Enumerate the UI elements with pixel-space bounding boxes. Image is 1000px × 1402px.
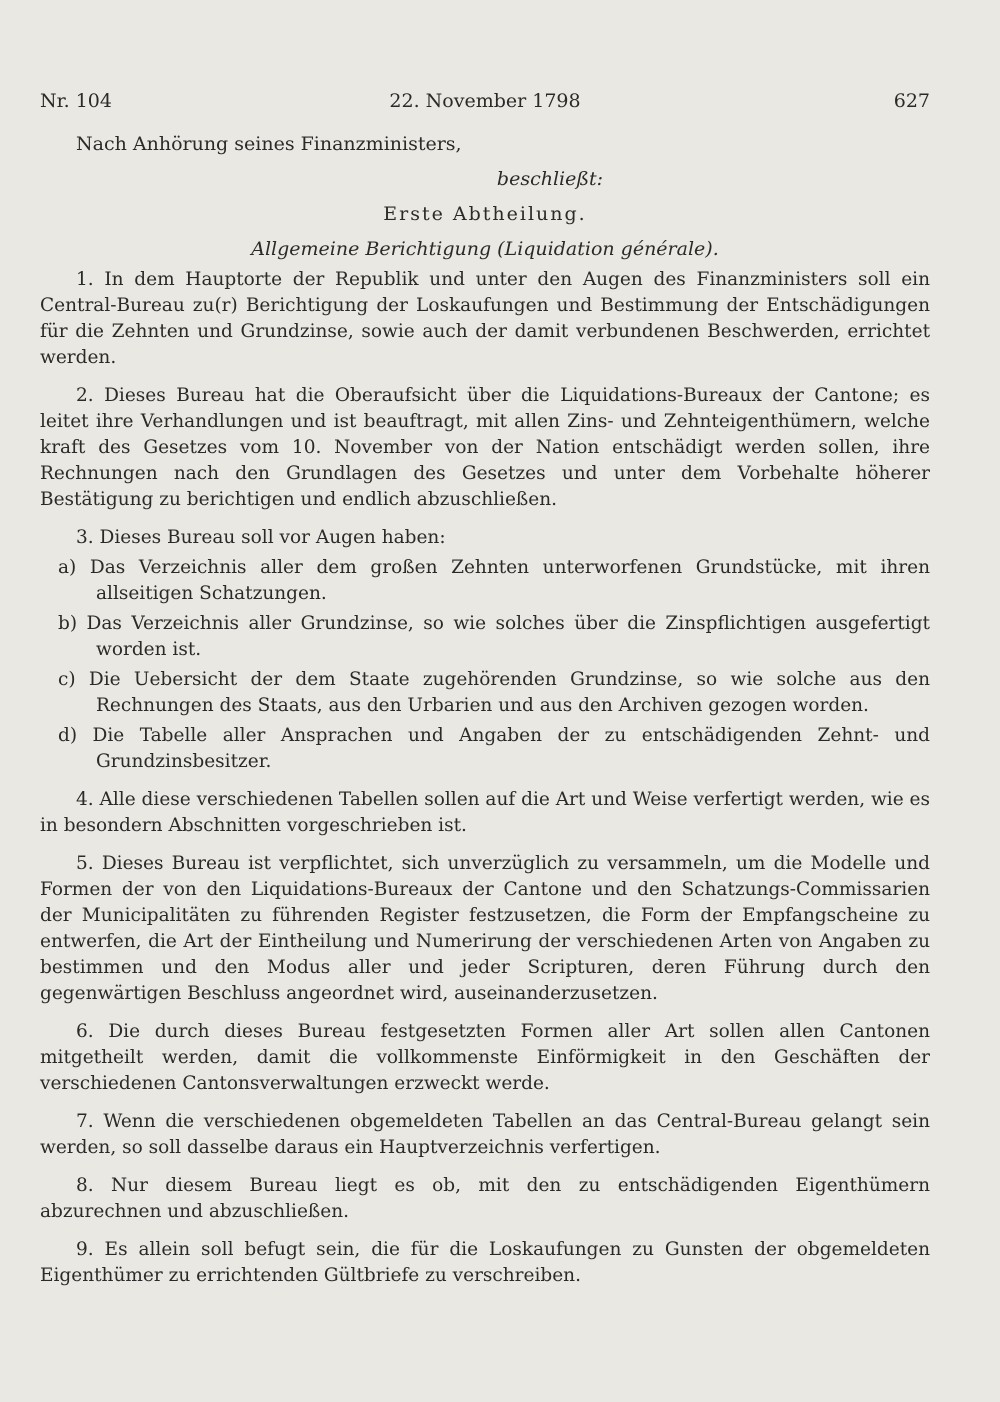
document-date: 22. November 1798 — [389, 90, 581, 112]
paragraph-7: 7. Wenn die verschiedenen obgemeldeten Tabellen an das Central-Bureau gelangt sein werden, so soll dasselbe daraus ein Hauptverzeichnis verfertigen. — [40, 1111, 930, 1158]
resolution-keyword: beschließt: — [496, 168, 604, 190]
section-title: Erste Abtheilung. — [383, 203, 587, 225]
paragraph-8: 8. Nur diesem Bureau liegt es ob, mit den zu entschädigenden Eigenthümern abzurechnen und abzuschließen. — [40, 1175, 930, 1222]
list-item-c: c) Die Uebersicht der dem Staate zugehörenden Grundzinse, so wie solche aus den Rechnungen des Staats, aus den Urbarien und aus den Archiven gezogen worden. — [58, 669, 930, 716]
paragraph-6: 6. Die durch dieses Bureau festgesetzten Formen aller Art sollen allen Cantonen mitgetheilt werden, damit die vollkommenste Einförmigkeit in den Geschäften der verschiedenen Cantonsverwaltungen erzweckt werde. — [40, 1021, 930, 1094]
paragraph-9: 9. Es allein soll befugt sein, die für die Loskaufungen zu Gunsten der obgemeldeten Eigenthümer zu errichtenden Gültbriefe zu verschreiben. — [40, 1239, 930, 1286]
section-subtitle: Allgemeine Berichtigung (Liquidation générale). — [251, 238, 719, 260]
paragraph-2: 2. Dieses Bureau hat die Oberaufsicht über die Liquidations-Bureaux der Cantone; es leitet ihre Verhandlungen und ist beauftragt, mit allen Zins- und Zehnteigenthümern, welche kraft des Gesetzes vom 10. November von der Nation entschädigt werden sollen, ihre Rechnungen nach den Grundlagen des Gesetzes und unter dem Vorbehalte höherer Bestätigung zu berichtigen und endlich abzuschließen. — [40, 385, 930, 510]
list-item-a: a) Das Verzeichnis aller dem großen Zehnten unterworfenen Grundstücke, mit ihren allseitigen Schatzungen. — [58, 557, 930, 604]
paragraph-4: 4. Alle diese verschiedenen Tabellen sollen auf die Art und Weise verfertigt werden, wie es in besondern Abschnitten vorgeschrieben ist. — [40, 789, 930, 836]
paragraph-5: 5. Dieses Bureau ist verpflichtet, sich unverzüglich zu versammeln, um die Modelle und Formen der von den Liquidations-Bureaux der Cantone und den Schatzungs-Commissarien der Municipalitäten zu führenden Register festzusetzen, die Form der Empfangscheine zu entwerfen, die Art der Eintheilung und Numerirung der verschiedenen Arten von Angaben zu bestimmen und den Modus aller und jeder Scripturen, deren Führung durch den gegenwärtigen Beschluss angeordnet wird, auseinanderzusetzen. — [40, 853, 930, 1004]
list-item-b: b) Das Verzeichnis aller Grundzinse, so wie solches über die Zinspflichtigen ausgefertigt worden ist. — [58, 613, 930, 660]
paragraph-3: 3. Dieses Bureau soll vor Augen haben: — [76, 527, 446, 548]
intro-line: Nach Anhörung seines Finanzministers, — [76, 133, 462, 155]
paragraph-1: 1. In dem Hauptorte der Republik und unter den Augen des Finanzministers soll ein Central-Bureau zu(r) Berichtigung der Loskaufungen und Bestimmung der Entschädigungen für die Zehnten und Grundzinse, sowie auch der damit verbundenen Beschwerden, errichtet werden. — [40, 269, 930, 368]
page-number: 627 — [893, 90, 930, 112]
document-number: Nr. 104 — [40, 90, 112, 112]
page-header — [40, 90, 930, 130]
list-item-d: d) Die Tabelle aller Ansprachen und Angaben der zu entschädigenden Zehnt- und Grundzinsbesitzer. — [58, 725, 930, 772]
